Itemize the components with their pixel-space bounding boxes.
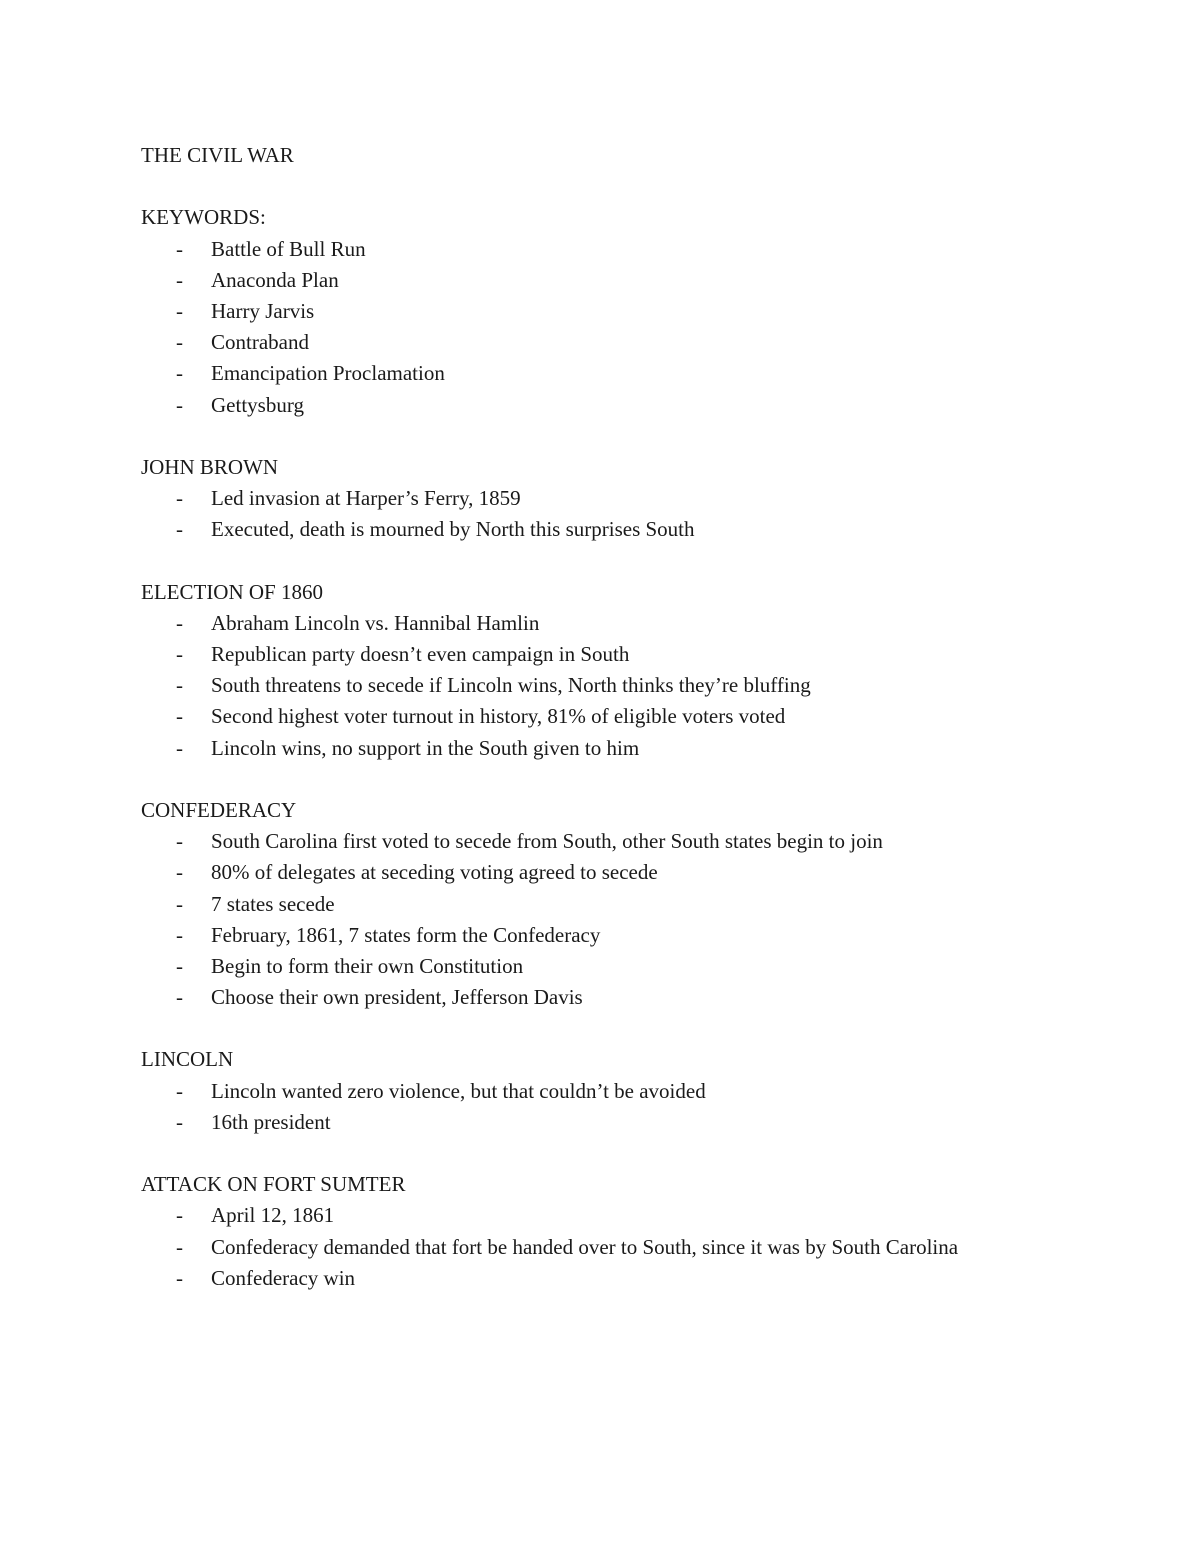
dash-bullet-icon: - [176,361,183,386]
bullet-list [141,608,1141,764]
bullet-list [141,234,1141,421]
list-item-text: Battle of Bull Run [211,236,366,261]
section [141,1169,1141,1294]
dash-bullet-icon: - [176,517,183,542]
list-item-text: Choose their own president, Jefferson Davis [211,985,583,1010]
dash-bullet-icon: - [176,610,183,635]
list-item-text: Begin to form their own Constitution [211,953,524,978]
list-item [141,733,1141,764]
list-item [141,265,1141,296]
list-item [141,857,1141,888]
dash-bullet-icon: - [176,642,183,666]
list-item [141,327,1141,358]
section-heading: JOHN BROWN [141,454,279,479]
dash-bullet-icon: - [176,891,183,916]
dash-bullet-icon: - [176,953,183,978]
bullet-list [141,826,1141,1013]
section-heading: CONFEDERACY [141,797,297,822]
list-item [141,951,1141,982]
list-item [141,1107,1141,1138]
list-item-text: South Carolina first voted to secede from South, other South states begin to join [211,829,883,854]
dash-bullet-icon: - [176,1265,183,1290]
bullet-list [141,1076,1141,1138]
list-item [141,1076,1141,1107]
list-item [141,920,1141,951]
document-body [141,202,1141,1294]
list-item [141,639,1141,670]
section [141,452,1141,546]
list-item-text: Executed, death is mourned by North this surprises South [211,517,695,542]
dash-bullet-icon: - [176,704,183,729]
list-item-text: Confederacy win [211,1265,356,1290]
list-item-text: Contraband [211,330,309,355]
section-heading: ATTACK ON FORT SUMTER [141,1172,406,1197]
bullet-list [141,483,1141,545]
list-item-text: Second highest voter turnout in history, 81% of eligible voters voted [211,704,786,729]
list-item [141,608,1141,639]
list-item [141,514,1141,545]
list-item [141,1232,1141,1263]
dash-bullet-icon: - [176,267,183,292]
list-item-text: Lincoln wanted zero violence, but that couldn’t be avoided [211,1078,706,1103]
section-heading: LINCOLN [141,1047,234,1072]
list-item [141,234,1141,265]
dash-bullet-icon: - [176,392,183,417]
list-item-text: Emancipation Proclamation [211,361,445,386]
dash-bullet-icon: - [176,1078,183,1103]
list-item-text: 7 states secede [211,891,335,916]
list-item-text: Lincoln wins, no support in the South given to him [211,735,640,760]
dash-bullet-icon: - [176,486,183,511]
dash-bullet-icon: - [176,1109,183,1134]
list-item-text: April 12, 1861 [211,1203,335,1228]
section [141,795,1141,1013]
section-heading: ELECTION OF 1860 [141,579,323,604]
section [141,1044,1141,1138]
list-item-text: 16th president [211,1109,331,1134]
list-item-text: 80% of delegates at seceding voting agreed to secede [211,860,658,885]
document-title: THE CIVIL WAR [141,143,294,167]
dash-bullet-icon: - [176,922,183,947]
list-item-text: South threatens to secede if Lincoln wins, North thinks they’re bluffing [211,673,811,698]
list-item [141,889,1141,920]
bullet-list [141,1200,1141,1294]
list-item-text: Gettysburg [211,392,304,417]
list-item [141,358,1141,389]
section [141,577,1141,764]
list-item [141,670,1141,701]
list-item-text: Confederacy demanded that fort be handed over to South, since it was by South Carolina [211,1234,959,1259]
list-item-text: Abraham Lincoln vs. Hannibal Hamlin [211,610,540,635]
list-item-text: February, 1861, 7 states form the Confederacy [211,922,601,947]
section-heading: KEYWORDS: [141,205,266,230]
dash-bullet-icon: - [176,673,183,698]
list-item [141,296,1141,327]
list-item-text: Republican party doesn’t even campaign in South [211,642,630,666]
dash-bullet-icon: - [176,1203,183,1228]
list-item [141,483,1141,514]
list-item [141,1200,1141,1231]
list-item [141,701,1141,732]
list-item [141,1263,1141,1294]
document-page [141,140,1141,1294]
dash-bullet-icon: - [176,735,183,760]
section [141,202,1141,420]
list-item [141,390,1141,421]
list-item-text: Led invasion at Harper’s Ferry, 1859 [211,486,521,511]
dash-bullet-icon: - [176,985,183,1010]
dash-bullet-icon: - [176,298,183,323]
dash-bullet-icon: - [176,1234,183,1259]
dash-bullet-icon: - [176,829,183,854]
dash-bullet-icon: - [176,860,183,885]
list-item-text: Anaconda Plan [211,267,339,292]
dash-bullet-icon: - [176,236,183,261]
dash-bullet-icon: - [176,330,183,355]
list-item [141,826,1141,857]
list-item-text: Harry Jarvis [211,298,315,323]
list-item [141,982,1141,1013]
